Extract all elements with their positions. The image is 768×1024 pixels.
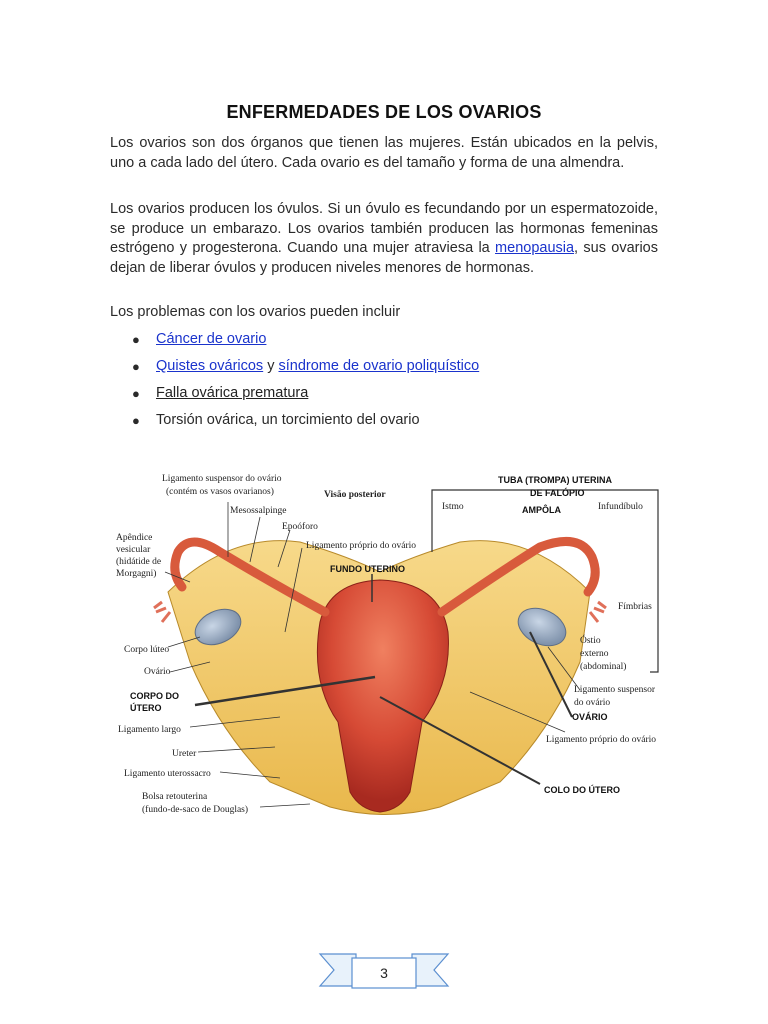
label-ovario-right: OVÁRIO bbox=[572, 712, 608, 722]
cancer-ovario-link[interactable]: Cáncer de ovario bbox=[156, 331, 267, 347]
label-epooforo: Epoóforo bbox=[282, 522, 318, 532]
label-ovario-left: Ovário bbox=[144, 667, 171, 677]
paragraph-ovary-function bbox=[110, 200, 658, 278]
label-colo-utero: COLO DO ÚTERO bbox=[544, 785, 620, 795]
label-lig-suspensor-r1: Ligamento suspensor bbox=[574, 685, 656, 695]
left-fimbriae bbox=[154, 602, 170, 622]
label-lig-proprio: Ligamento próprio do ovário bbox=[306, 541, 417, 551]
label-ostio-2: externo bbox=[580, 649, 609, 659]
label-infundibulo: Infundíbulo bbox=[598, 502, 643, 512]
label-lig-suspensor-sub: (contém os vasos ovarianos) bbox=[166, 487, 274, 497]
label-lig-uterossacro: Ligamento uterossacro bbox=[124, 769, 211, 779]
label-ostio-1: Óstio bbox=[580, 636, 601, 646]
list-item bbox=[110, 384, 658, 403]
label-apendice-3: (hidátide de bbox=[116, 557, 162, 567]
label-utero: ÚTERO bbox=[130, 703, 162, 713]
label-lig-suspensor-r2: do ovário bbox=[574, 698, 611, 708]
label-bolsa-2: (fundo-de-saco de Douglas) bbox=[142, 805, 249, 815]
label-apendice-2: vesicular bbox=[116, 545, 151, 555]
paragraph-text-after: , sus ovarios dejan de liberar óvulos y producen niveles menores de hormonas. bbox=[110, 240, 658, 276]
label-corpo-do: CORPO DO bbox=[130, 691, 180, 701]
paragraph-intro: Los ovarios son dos órganos que tienen las mujeres. Están ubicados en la pelvis, uno a cada lado del útero. Cada ovario es del tamaño y forma de una almendra. bbox=[110, 135, 658, 171]
label-fundo-uterino: FUNDO UTERINO bbox=[330, 564, 405, 574]
uterus-ovaries-illustration bbox=[110, 462, 662, 842]
label-mesossalpinge: Mesossalpinge bbox=[230, 506, 287, 516]
paragraph-problems-intro: Los problemas con los ovarios pueden incluir bbox=[110, 304, 401, 320]
label-apendice-1: Apêndice bbox=[116, 533, 153, 543]
label-lig-proprio-right: Ligamento próprio do ovário bbox=[546, 735, 657, 745]
label-fimbrias: Fímbrias bbox=[618, 602, 652, 612]
label-istmo: Istmo bbox=[442, 502, 464, 512]
label-visao: Visão posterior bbox=[324, 490, 386, 500]
bullet-icon: ● bbox=[132, 359, 140, 374]
label-ampola: AMPÔLA bbox=[522, 505, 561, 515]
list-item bbox=[110, 411, 658, 430]
right-fimbriae bbox=[590, 602, 606, 622]
menopausia-link[interactable]: menopausia bbox=[495, 240, 575, 256]
problems-list bbox=[110, 330, 658, 438]
conjunction-text: y bbox=[263, 358, 279, 374]
label-ureter: Ureter bbox=[172, 749, 197, 759]
quistes-link[interactable]: Quistes ováricos bbox=[156, 358, 264, 374]
bullet-icon: ● bbox=[132, 332, 140, 347]
bullet-icon: ● bbox=[132, 386, 140, 401]
label-lig-suspensor: Ligamento suspensor do ovário bbox=[162, 474, 282, 484]
torsion-text: Torsión ovárica, un torcimiento del ovario bbox=[156, 412, 420, 428]
label-lig-largo: Ligamento largo bbox=[118, 725, 181, 735]
sindrome-link[interactable]: síndrome de ovario poliquístico bbox=[278, 358, 480, 374]
list-item bbox=[110, 330, 658, 349]
label-tuba-1: TUBA (TROMPA) UTERINA bbox=[498, 475, 612, 485]
label-bolsa-1: Bolsa retouterina bbox=[142, 792, 208, 802]
page-title: ENFERMEDADES DE LOS OVARIOS bbox=[226, 102, 542, 122]
label-corpo-luteo: Corpo lúteo bbox=[124, 645, 170, 655]
paragraph-text-before: Los ovarios producen los óvulos. Si un óvulo es fecundando por un espermatozoide, se produce un embarazo. Los ovarios también producen las hormonas femeninas estrógeno y progesterona. Cuando una mujer atraviesa la bbox=[110, 201, 658, 256]
label-ostio-3: (abdominal) bbox=[580, 662, 627, 672]
label-tuba-2: DE FALÓPIO bbox=[530, 488, 585, 498]
label-apendice-4: Morgagni) bbox=[116, 569, 157, 579]
falla-ovarica-text: Falla ovárica prematura bbox=[156, 385, 309, 401]
list-item bbox=[110, 357, 658, 376]
bullet-icon: ● bbox=[132, 413, 140, 428]
page-number: 3 bbox=[380, 965, 388, 981]
